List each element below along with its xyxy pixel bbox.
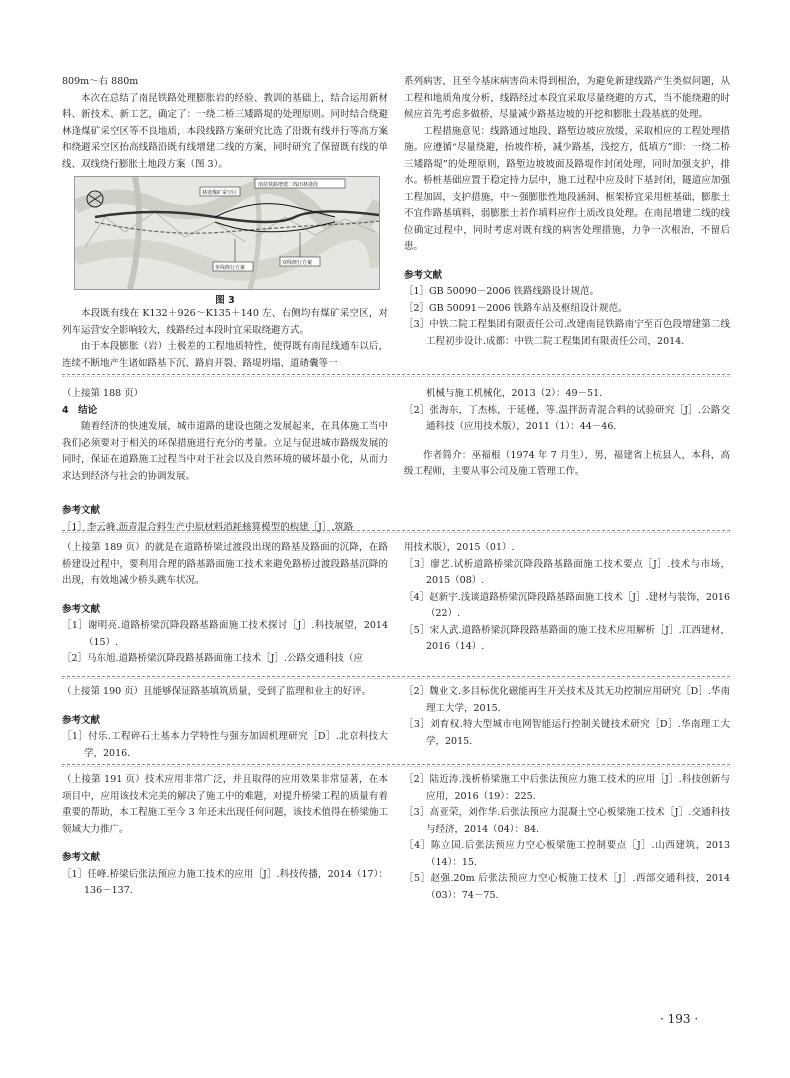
reference-item: ［3］中铁二院工程集团有限责任公司.改建南昆铁路南宁至百色段增建第二线工程初步设计.成都：中铁二院工程集团有限责任公司，2014. — [404, 319, 730, 347]
sec3-left — [62, 540, 388, 668]
reference-item: ［3］刘育权.特大型城市电网智能运行控制关键技术研究［D］.华南理工大学，2015. — [404, 719, 730, 747]
reference-item: ［3］高亚荣，刘作华.后张法预应力混凝土空心板梁施工技术［J］.交通科技与经济，2014（04）：84. — [404, 807, 730, 835]
top-left-after-figure — [62, 306, 388, 372]
conclusion-heading: 结论 — [78, 404, 98, 416]
paragraph: （上接第 191 页）技术应用非常广泛，并且取得的应用效果非常显著，在本项目中，应用该技术完美的解决了施工中的难题，对提升桥梁工程的质量有着重要的帮助，本工程施工至今 3 年还未出现任何问题，该技术值得在桥梁施工领域大力推广。 — [62, 774, 388, 835]
sec5-left — [62, 772, 388, 900]
reference-item: ［4］赵新宇.浅谈道路桥梁沉降段路基路面施工技术［J］.建材与装饰，2016（22）. — [404, 591, 730, 619]
map-label-double: 双线绕行方案 — [282, 260, 313, 266]
reference-item: 用技术版），2015（01）. — [404, 542, 515, 553]
top-right-column — [404, 74, 730, 350]
page-number: · 193 · — [660, 1012, 699, 1026]
paragraph: 809m～右 880m — [62, 76, 139, 87]
sec2-right — [404, 386, 730, 481]
author-bio: 作者简介：巫福根（1974 年 7 月生），男，福建省上杭县人，本科，高级工程师，主要从事公司及施工管理工作。 — [404, 449, 730, 477]
paragraph: （上接第 189 页）的就是在道路桥梁过渡段出现的路基及路面的沉降，在路桥建设过程中，要利用合理的路基路面施工技术来避免路桥过渡段路基沉降的出现，有效地减少桥头跳车状况。 — [62, 542, 388, 586]
reference-item: ［4］陈立国.后张法预应力空心板梁施工控制要点［J］.山西建筑，2013（14）：15. — [404, 840, 730, 868]
section-divider — [62, 764, 730, 765]
section-divider — [62, 374, 730, 375]
references-heading: 参考文献 — [62, 714, 101, 726]
paragraph: 随着经济的快速发展，城市道路的建设也随之发展起来，在具体施工当中我们必须要对于相关的环保措施进行充分的考量。立足与促进城市路级发展的同时，保证在道路施工过程当中对于社会以及自然环境的破坏最小化，从而力求达到经济与社会的协调发展。 — [62, 421, 388, 482]
reference-item: ［2］GB 50091－2006 铁路车站及枢纽设计规范。 — [404, 302, 628, 314]
map-title: 南昆铁路增建二线田林逢段 — [258, 182, 319, 188]
references-heading: 参考文献 — [404, 269, 443, 281]
sec2-left — [62, 386, 388, 536]
reference-item: ［5］宋人武.道路桥梁沉降段路基路面的施工技术应用解析［J］.江西建材，2016（14）. — [404, 624, 730, 652]
reference-item: ［2］张海东，丁杰栋，于延槿，等.温拌沥青混合料的试验研究［J］.公路交通科技（应用技术版），2011（1）：44－46. — [404, 404, 730, 432]
reference-item: ［1］任峰.桥梁后张法预应力施工技术的应用［J］.科技传播，2014（17）：136－137. — [62, 868, 388, 896]
reference-item: 机械与施工机械化，2013（2）：49－51. — [426, 388, 603, 399]
map-graphic — [75, 177, 379, 289]
reference-item: ［3］廖艺.试析道路桥梁沉降段路基路面施工技术要点［J］.技术与市场，2015（08）. — [404, 558, 730, 586]
figure-caption: 图 3 — [215, 295, 235, 306]
reference-item: ［2］马东旭.道路桥梁沉降段路基路面施工技术［J］.公路交通科技（应 — [62, 653, 363, 664]
continuation-note: （上接第 188 页） — [62, 388, 144, 399]
map-label-single: 单线绕行方案 — [215, 265, 246, 271]
sec4-right — [404, 684, 730, 750]
paragraph: 工程措施意见：线路通过地段、路堑边坡应放缓，采取相应的工程处理措施。应遵循“尽量绕避，抬坡作桥，减少路基，浅挖方，低填方”即：一绕二桥三矮路堤”的处理原则，路堑边坡坡面及路堤作封闭处理，同时加强支护，排水。桥桩基础应置于稳定持力层中，施工过程中应及时下基封闭，隧道应加强工程加固，支护措施，中～强膨胀性地段涵洞、框架桥宜采用桩基础，膨胀土不宜作路基填料，弱膨胀土若作填料应作土质改良处理。在南昆增建二线的线位确定过程中，同时考虑对既有线的病害处理措施，力争一次根治，不留后患。 — [404, 125, 730, 252]
sec5-right — [404, 772, 730, 904]
heading-number: 4 — [62, 404, 69, 416]
reference-item: ［1］李云峰.沥青混合料生产中原材料消耗核算模型的构建［J］.筑路 — [62, 521, 354, 533]
references-heading: 参考文献 — [62, 852, 101, 863]
route-map-figure — [74, 176, 380, 290]
reference-item: ［1］谢明亮.道路桥梁沉降段路基路面施工技术探讨［J］.科技展望，2014（15）. — [62, 620, 388, 648]
references-heading: 参考文献 — [62, 505, 101, 516]
reference-item: ［1］付乐.工程碎石土基本力学特性与强夯加固机理研究［D］.北京科技大学，2016. — [62, 731, 388, 759]
sec4-left — [62, 684, 388, 762]
section-divider — [62, 530, 730, 531]
paragraph: （上接第 190 页）且能够保证路基填筑质量，受到了监理和业主的好评。 — [62, 686, 372, 697]
top-left-column — [62, 74, 388, 173]
map-label-top: 林逢煤矿采空区 — [202, 190, 238, 196]
section-divider — [62, 676, 730, 677]
reference-item: ［2］魏业文.多目标优化磁能再生开关技术及其无功控制应用研究［D］.华南理工大学，2015. — [404, 686, 730, 714]
reference-item: ［5］赵强.20m 后张法预应力空心板施工技术［J］.西部交通科技，2014（03）：74－75. — [404, 873, 730, 901]
reference-item: ［2］陆近涛.浅析桥梁施工中后张法预应力施工技术的应用［J］.科技创新与应用，2016（19）：225. — [404, 774, 730, 802]
paragraph: 系列病害，且至今基床病害尚未得到根治，为避免新建线路产生类似问题，从工程和地质角度分析，线路经过本段宜采取尽量绕避的方式，当不能绕避的时候应首先考虑多做桥，尽量减少路基边坡的开挖和膨胀土段基底的处理。 — [404, 76, 730, 120]
reference-item: ［1］GB 50090－2006 铁路线路设计规范。 — [404, 286, 600, 297]
paragraph: 本次在总结了南昆铁路处理膨胀岩的经验、教训的基础上，结合运用新材料、新技术、新工艺，确定了：一绕二桥三矮路堤的处理原则。同时结合绕避林逢煤矿采空区等不良地质，本段线路方案研究比选了沿既有线并行等高方案和绕避采空区抬高线路沿既有线增建二线的方案，同时研究了保留既有线的单线、双线绕行膨胀土地段方案（图 3）。 — [62, 92, 388, 170]
paragraph: 由于本段膨胀（岩）土极差的工程地质特性，使得既有南昆线通车以后，连续不断地产生诸如路基下沉、路肩开裂、路堤坍塌、道碴囊等一 — [62, 341, 388, 369]
sec3-right — [404, 540, 730, 656]
references-heading: 参考文献 — [62, 603, 101, 615]
paragraph: 本段既有线在 K132＋926～K135＋140 左、右侧均有煤矿采空区，对列车运营安全影响较大，线路经过本段时宜采取绕避方式。 — [62, 308, 388, 336]
